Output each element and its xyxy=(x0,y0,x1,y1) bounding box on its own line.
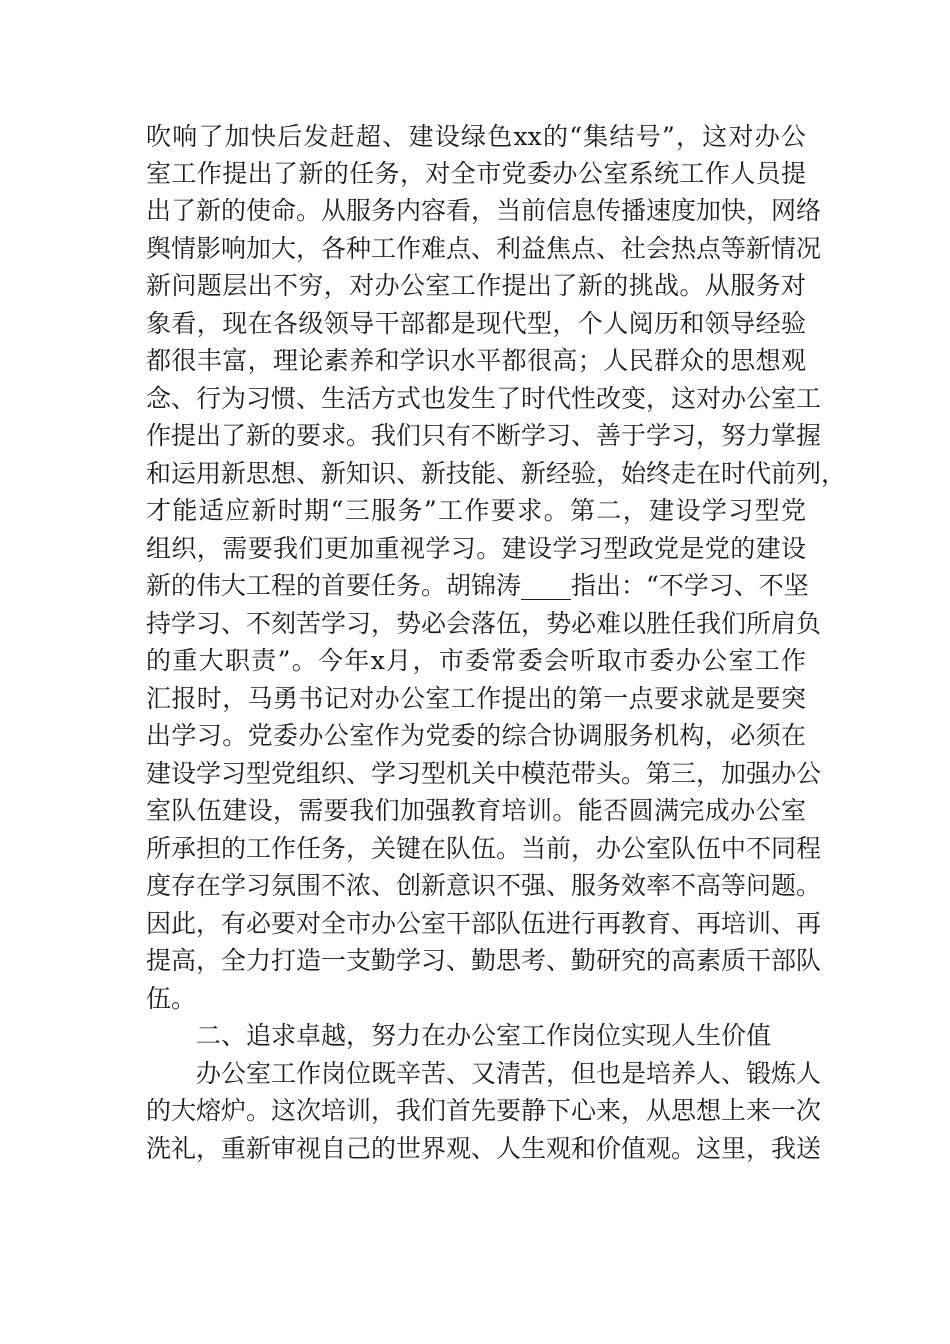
text-line: 洗礼，重新审视自己的世界观、人生观和价值观。这里，我送 xyxy=(146,1134,822,1163)
text-line: 提高，全力打造一支勤学习、勤思考、勤研究的高素质干部队 xyxy=(146,946,822,975)
text-line: 因此，有必要对全市办公室干部队伍进行再教育、再培训、再 xyxy=(146,909,822,938)
text-line: 建设学习型党组织、学习型机关中模范带头。第三，加强办公 xyxy=(146,759,822,788)
text-line: 的大熔炉。这次培训，我们首先要静下心来，从思想上来一次 xyxy=(146,1096,822,1125)
section-heading: 二、追求卓越，努力在办公室工作岗位实现人生价值 xyxy=(196,1021,772,1050)
text-line: 吹响了加快后发赶超、建设绿色xx的“集结号”，这对办公 xyxy=(146,122,806,151)
text-line: 新的伟大工程的首要任务。胡锦涛____指出：“不学习、不坚 xyxy=(146,571,809,600)
text-line: 汇报时，马勇书记对办公室工作提出的第一点要求就是要突 xyxy=(146,684,806,713)
text-line: 作提出了新的要求。我们只有不断学习、善于学习，努力掌握 xyxy=(146,421,822,450)
text-line: 念、行为习惯、生活方式也发生了时代性改变，这对办公室工 xyxy=(146,384,822,413)
text-line: 象看，现在各级领导干部都是现代型，个人阅历和领导经验 xyxy=(146,309,806,338)
text-line: 的重大职责”。今年x月，市委常委会听取市委办公室工作 xyxy=(146,646,806,675)
text-line: 和运用新思想、新知识、新技能、新经验，始终走在时代前列， xyxy=(146,459,847,488)
text-line: 都很丰富，理论素养和学识水平都很高；人民群众的思想观 xyxy=(146,346,806,375)
text-line: 持学习、不刻苦学习，势必会落伍，势必难以胜任我们所肩负 xyxy=(146,609,822,638)
text-line: 室工作提出了新的任务，对全市党委办公室系统工作人员提 xyxy=(146,159,806,188)
text-line: 度存在学习氛围不浓、创新意识不强、服务效率不高等问题。 xyxy=(146,871,822,900)
text-line: 所承担的工作任务，关键在队伍。当前，办公室队伍中不同程 xyxy=(146,834,822,863)
text-line: 出了新的使命。从服务内容看，当前信息传播速度加快，网络 xyxy=(146,196,822,225)
text-line: 办公室工作岗位既辛苦、又清苦，但也是培养人、锻炼人 xyxy=(196,1059,822,1088)
text-line: 室队伍建设，需要我们加强教育培训。能否圆满完成办公室 xyxy=(146,796,806,825)
text-line: 新问题层出不穷，对办公室工作提出了新的挑战。从服务对 xyxy=(146,271,806,300)
text-line: 舆情影响加大，各种工作难点、利益焦点、社会热点等新情况 xyxy=(146,234,822,263)
text-line: 伍。 xyxy=(146,984,197,1013)
text-line: 出学习。党委办公室作为党委的综合协调服务机构，必须在 xyxy=(146,721,806,750)
text-line: 组织，需要我们更加重视学习。建设学习型政党是党的建设 xyxy=(146,534,806,563)
text-line: 才能适应新时期“三服务”工作要求。第二，建设学习型党 xyxy=(146,496,806,525)
